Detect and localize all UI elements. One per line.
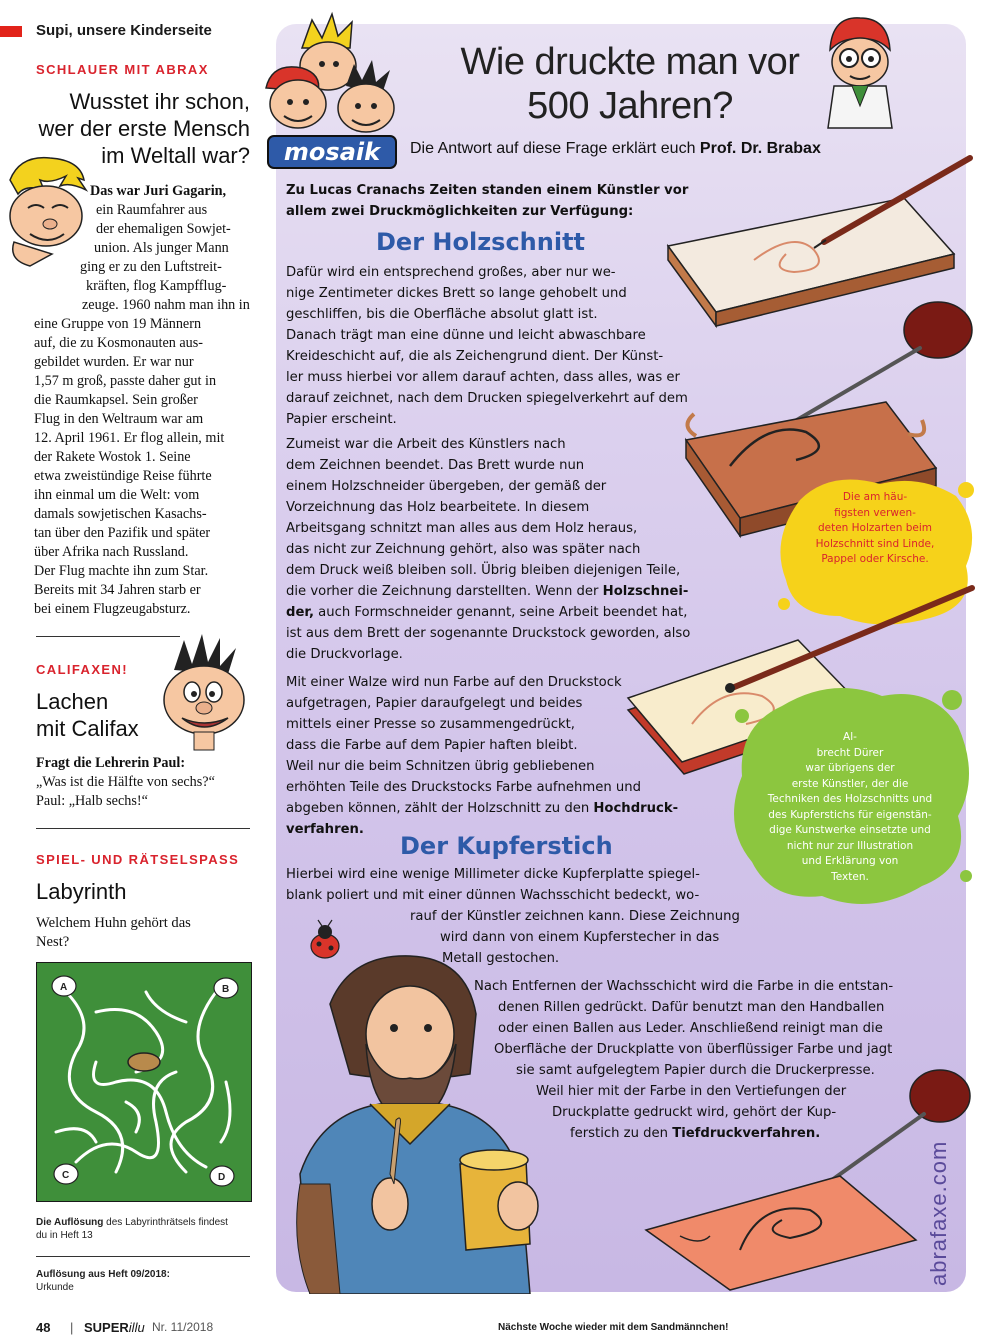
yellow-splat-line: Pappel oder Kirsche.	[821, 553, 929, 565]
p1-line: Kreideschicht auf, die als Zeichengrund dient. Der Künst-	[286, 349, 664, 364]
puzzle-question-line: Nest?	[36, 934, 70, 950]
previous-solution-label: Auflösung aus Heft 09/2018:	[36, 1269, 170, 1280]
yellow-splat-line: Die am häu-	[842, 491, 908, 503]
puzzle-question	[36, 914, 256, 952]
p4-line: blank poliert und mit einer dünnen Wachsschicht bedeckt, wo-	[286, 888, 700, 903]
abrax-answer-line: Das war Juri Gagarin,	[90, 183, 227, 199]
p5-line: oder einen Ballen aus Leder. Anschließend reinigt man die	[498, 1021, 883, 1036]
abrax-answer-line: gebildet wurden. Er war nur	[34, 354, 194, 370]
abrax-answer-line: der ehemaligen Sowjet-	[96, 221, 231, 237]
p3-line: Weil nur die beim Schnitzen übrig gebliebenen	[286, 759, 595, 774]
abrax-answer-line: Der Flug machte ihn zum Star.	[34, 563, 209, 579]
p3-line: abgeben können, zählt der Holzschnitt zu den Hochdruck-	[286, 801, 679, 816]
abrax-answer-line: kräften, flog Kampfflug-	[86, 278, 227, 294]
p3-line: aufgetragen, Papier daraufgelegt und beides	[286, 696, 583, 711]
green-splat-line: war übrigens der	[805, 762, 895, 774]
abrax-answer-line: der Rakete Wostok 1. Seine	[34, 449, 191, 465]
p2-line: dem Zeichnen beendet. Das Brett wurde nun	[286, 458, 585, 473]
p3-line: dass die Farbe auf dem Papier haften bleibt.	[286, 738, 578, 753]
abrax-answer-line: ihn einmal um die Welt: vom	[34, 487, 200, 503]
yellow-splat-fact	[790, 490, 960, 568]
p5-line: ferstich zu den Tiefdruckverfahren.	[570, 1126, 821, 1141]
p2-line: die vorher die Zeichnung darstellten. Wenn der Holzschnei-	[286, 584, 689, 599]
green-splat-line: brecht Dürer	[816, 746, 884, 759]
joke-line: Paul: „Halb sechs!“	[36, 793, 148, 809]
subtitle-plain: Die Antwort auf diese Frage erklärt euch	[410, 140, 700, 157]
divider	[36, 1256, 250, 1257]
abrax-answer-line: über Afrika nach Russland.	[34, 544, 189, 560]
califaxen-title-line: mit Califax	[36, 716, 139, 741]
p5-line: Druckplatte gedruckt wird, gehört der Kup-	[552, 1105, 837, 1120]
p1-line: darauf zeichnet, nach dem Drucken spiegelverkehrt auf dem	[286, 391, 688, 406]
p1-line: ler muss hierbei vor allem darauf achten, dass alles, was er	[286, 370, 680, 385]
califaxen-kicker: CALIFAXEN!	[36, 662, 128, 677]
abrax-answer-line: Bereits mit 34 Jahren starb er	[34, 582, 201, 598]
mosaik-logo-illustration	[262, 8, 402, 174]
califax-character-illustration	[154, 630, 252, 752]
hen-label: C	[62, 1170, 70, 1181]
brabax-character-illustration	[822, 10, 898, 130]
p2-line: Vorzeichnung das Holz bearbeitete. In diesem	[286, 500, 590, 515]
intro-line: allem zwei Druckmöglichkeiten zur Verfügung:	[286, 204, 634, 219]
abrax-answer-line: eine Gruppe von 19 Männern	[34, 316, 202, 332]
subtitle-author: Prof. Dr. Brabax	[699, 140, 821, 157]
p4-line: wird dann von einem Kupferstecher in das	[440, 930, 720, 945]
previous-solution-answer: Urkunde	[36, 1282, 74, 1293]
p5-line: Oberfläche der Druckplatte von überflüssiger Farbe und jagt	[494, 1042, 893, 1057]
abrax-answer-line: die Raumkapsel. Sein großer	[34, 392, 198, 408]
p2-line: die Druckvorlage.	[286, 647, 403, 662]
abrax-answer-line: auf, die zu Kosmonauten aus-	[34, 335, 204, 351]
green-splat-line: nicht nur zur Illustration	[786, 839, 914, 852]
article-intro	[286, 180, 706, 222]
section-marker	[0, 26, 22, 37]
green-splat-line: dige Kunstwerke einsetzte und	[769, 824, 931, 836]
p3-line: verfahren.	[286, 822, 364, 837]
green-splat-line: des Kupferstichs für eigenstän-	[768, 808, 932, 821]
next-week-teaser: Nächste Woche wieder mit dem Sandmännchen!	[498, 1322, 729, 1333]
puzzle-title: Labyrinth	[36, 879, 127, 904]
califaxen-title	[36, 688, 139, 742]
califaxen-title-line: Lachen	[36, 689, 109, 714]
yellow-splat-line: figsten verwen-	[834, 506, 916, 519]
section-header: Supi, unsere Kinderseite	[36, 22, 212, 39]
article-title-line: 500 Jahren?	[527, 85, 733, 127]
yellow-splat-line: deten Holzarten beim	[817, 522, 933, 534]
abrax-answer-line: 1,57 m groß, passte daher gut in	[34, 373, 217, 389]
p2-line: dem Druck weiß bleiben soll. Übrig bleiben diejenigen Teile,	[286, 563, 681, 578]
abrax-answer-line: bei einem Flugzeugabsturz.	[34, 601, 191, 617]
p3-line: Mit einer Walze wird nun Farbe auf den Druckstock	[286, 675, 622, 690]
p2-line: Arbeitsgang schnitzt man alles aus dem Holz heraus,	[286, 521, 638, 536]
p1-line: Papier erscheint.	[286, 412, 397, 427]
p3-line: mittels einer Presse so zusammengedrückt,	[286, 717, 575, 732]
heading-holzschnitt: Der Holzschnitt	[376, 228, 586, 256]
green-splat-line: und Erklärung von	[801, 855, 899, 867]
nest-icon	[128, 1053, 160, 1071]
abrax-answer-line: ein Raumfahrer aus	[96, 202, 208, 218]
solution-bold: Die Auflösung	[36, 1217, 104, 1228]
abrax-answer-line: ging er zu den Luftstreit-	[80, 259, 222, 275]
p1-line: Dafür wird ein entsprechend großes, aber nur we-	[286, 265, 616, 280]
califaxen-joke	[36, 754, 256, 811]
p4-line: Metall gestochen.	[442, 951, 560, 966]
p1-line: nige Zentimeter dickes Brett so lange gehobelt und	[286, 286, 627, 301]
p3-line: erhöhten Teile des Druckstocks Farbe aufnehmen und	[286, 780, 641, 795]
puzzle-question-line: Welchem Huhn gehört das	[36, 915, 191, 931]
solution-line2: du in Heft 13	[36, 1230, 93, 1241]
p5-line: sie samt aufgelegtem Papier durch die Druckerpresse.	[516, 1063, 875, 1078]
p2-line: einem Holzschneider übergeben, der gemäß der	[286, 479, 607, 494]
abrax-answer-line: 12. April 1961. Er flog allein, mit	[34, 430, 225, 446]
mosaik-logo: mosaik	[283, 138, 381, 166]
p5-line: Weil hier mit der Farbe in den Vertiefungen der	[536, 1084, 847, 1099]
p2-line: der, auch Formschneider genannt, seine Arbeit beendet hat,	[286, 605, 688, 620]
paragraph-3	[286, 672, 706, 840]
paragraph-1	[286, 262, 736, 430]
joke-lead: Fragt die Lehrerin Paul:	[36, 755, 186, 771]
website-link[interactable]: abrafaxe.com	[926, 1140, 951, 1286]
heading-kupferstich: Der Kupferstich	[400, 832, 613, 860]
abrax-question-line: Wusstet ihr schon,	[69, 89, 250, 114]
previous-solution	[36, 1268, 256, 1294]
magazine-name: SUPERillu	[84, 1320, 145, 1335]
abrax-answer-line: etwa zweistündige Reise führte	[34, 468, 212, 484]
abrax-answer-line: tan über den Pazifik und später	[34, 525, 211, 541]
abrax-question-line: im Weltall war?	[101, 143, 250, 168]
p1-line: geschliffen, bis die Oberfläche absolut glatt ist.	[286, 307, 598, 322]
abrax-answer-line: zeuge. 1960 nahm man ihn in	[82, 297, 250, 313]
issue-number: Nr. 11/2018	[152, 1320, 214, 1334]
abrax-answer-line: damals sowjetischen Kasachs-	[34, 506, 207, 522]
article-title	[420, 40, 840, 128]
intro-line: Zu Lucas Cranachs Zeiten standen einem Künstler vor	[286, 183, 689, 198]
green-splat-line: Techniken des Holzschnitts und	[767, 793, 933, 805]
hen-label: D	[218, 1172, 226, 1183]
abrax-question-line: wer der erste Mensch	[38, 116, 250, 141]
solution-rest: des Labyrinthrätsels findest	[103, 1217, 228, 1228]
abrax-answer-line: Flug in den Weltraum war am	[34, 411, 204, 427]
p2-line: Zumeist war die Arbeit des Künstlers nach	[286, 437, 566, 452]
p2-line: das nicht zur Zeichnung gehört, also was später nach	[286, 542, 641, 557]
p1-line: Danach trägt man eine dünne und leicht abwaschbare	[286, 328, 646, 343]
p5-line: Nach Entfernen der Wachsschicht wird die Farbe in die entstan-	[474, 979, 894, 994]
yellow-splat-line: Holzschnitt sind Linde,	[815, 537, 935, 550]
p2-line: ist aus dem Brett der sogenannte Druckstock geworden, also	[286, 626, 691, 641]
abrax-kicker: SCHLAUER MIT ABRAX	[36, 62, 209, 77]
p5-line: denen Rillen gedrückt. Dafür benutzt man den Handballen	[498, 1000, 885, 1015]
footer-separator: |	[70, 1320, 74, 1335]
abrax-answer	[34, 182, 254, 619]
puzzle-kicker: SPIEL- UND RÄTSELSPASS	[36, 852, 240, 867]
green-splat-line: Al-	[843, 731, 857, 743]
labyrinth-puzzle[interactable]	[36, 962, 252, 1202]
abrax-answer-line: union. Als junger Mann	[94, 240, 229, 256]
puzzle-solution-note	[36, 1216, 256, 1242]
p4-line: rauf der Künstler zeichnen kann. Diese Zeichnung	[410, 909, 740, 924]
article-title-line: Wie druckte man vor	[460, 41, 800, 83]
joke-line: „Was ist die Hälfte von sechs?“	[36, 774, 215, 790]
page-number: 48	[36, 1320, 51, 1335]
hen-label: A	[60, 982, 68, 993]
divider	[36, 828, 250, 829]
p4-line: Hierbei wird eine wenige Millimeter dicke Kupferplatte spiegel-	[286, 867, 700, 882]
green-splat-line: erste Künstler, der die	[791, 777, 909, 790]
green-splat-line: Texten.	[831, 870, 869, 883]
green-splat-fact	[742, 730, 958, 885]
hen-label: B	[222, 984, 230, 995]
